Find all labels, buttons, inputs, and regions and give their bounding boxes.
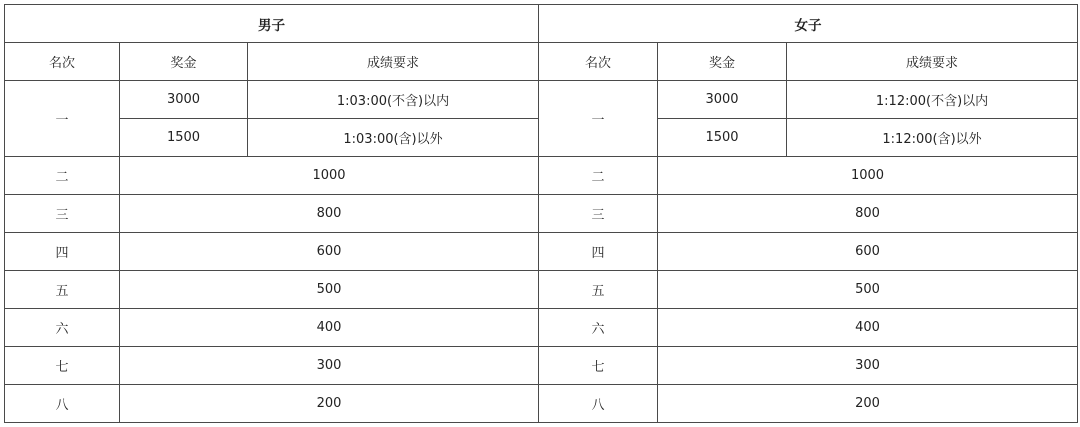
prize-cell: 1000 xyxy=(120,157,539,195)
rank-cell: 一 xyxy=(5,81,120,157)
rank-cell: 四 xyxy=(5,233,120,271)
rank-cell: 七 xyxy=(5,347,120,385)
prize-cell: 200 xyxy=(120,385,539,423)
requirement-cell: 1:03:00(含)以外 xyxy=(248,119,539,157)
rank-cell: 四 xyxy=(539,233,658,271)
rank-cell: 一 xyxy=(539,81,658,157)
prize-cell: 600 xyxy=(658,233,1078,271)
table-row xyxy=(5,271,1078,309)
rank-cell: 六 xyxy=(5,309,120,347)
table-row xyxy=(5,195,1078,233)
prize-cell: 600 xyxy=(120,233,539,271)
column-header-row xyxy=(5,43,1078,81)
prize-table xyxy=(4,4,1078,423)
column-header-prize: 奖金 xyxy=(120,43,248,81)
prize-cell: 300 xyxy=(658,347,1078,385)
prize-cell: 3000 xyxy=(120,81,248,119)
table-row xyxy=(5,81,1078,119)
prize-cell: 1500 xyxy=(120,119,248,157)
prize-cell: 500 xyxy=(120,271,539,309)
rank-cell: 八 xyxy=(539,385,658,423)
prize-cell: 300 xyxy=(120,347,539,385)
table-row xyxy=(5,157,1078,195)
group-header-men: 男子 xyxy=(5,5,539,43)
table-row xyxy=(5,385,1078,423)
requirement-cell: 1:12:00(含)以外 xyxy=(787,119,1078,157)
rank-cell: 八 xyxy=(5,385,120,423)
rank-cell: 五 xyxy=(5,271,120,309)
column-header-requirement: 成绩要求 xyxy=(787,43,1078,81)
column-header-rank: 名次 xyxy=(539,43,658,81)
prize-cell: 1000 xyxy=(658,157,1078,195)
prize-cell: 200 xyxy=(658,385,1078,423)
prize-cell: 800 xyxy=(120,195,539,233)
prize-cell: 3000 xyxy=(658,81,787,119)
rank-cell: 七 xyxy=(539,347,658,385)
requirement-cell: 1:12:00(不含)以内 xyxy=(787,81,1078,119)
prize-cell: 1500 xyxy=(658,119,787,157)
table-row xyxy=(5,233,1078,271)
group-header-row xyxy=(5,5,1078,43)
group-header-women: 女子 xyxy=(539,5,1078,43)
prize-cell: 800 xyxy=(658,195,1078,233)
rank-cell: 六 xyxy=(539,309,658,347)
rank-cell: 五 xyxy=(539,271,658,309)
prize-cell: 500 xyxy=(658,271,1078,309)
column-header-prize: 奖金 xyxy=(658,43,787,81)
rank-cell: 三 xyxy=(5,195,120,233)
prize-cell: 400 xyxy=(658,309,1078,347)
column-header-requirement: 成绩要求 xyxy=(248,43,539,81)
table-row xyxy=(5,309,1078,347)
prize-cell: 400 xyxy=(120,309,539,347)
column-header-rank: 名次 xyxy=(5,43,120,81)
requirement-cell: 1:03:00(不含)以内 xyxy=(248,81,539,119)
table-row xyxy=(5,347,1078,385)
rank-cell: 二 xyxy=(5,157,120,195)
rank-cell: 三 xyxy=(539,195,658,233)
rank-cell: 二 xyxy=(539,157,658,195)
